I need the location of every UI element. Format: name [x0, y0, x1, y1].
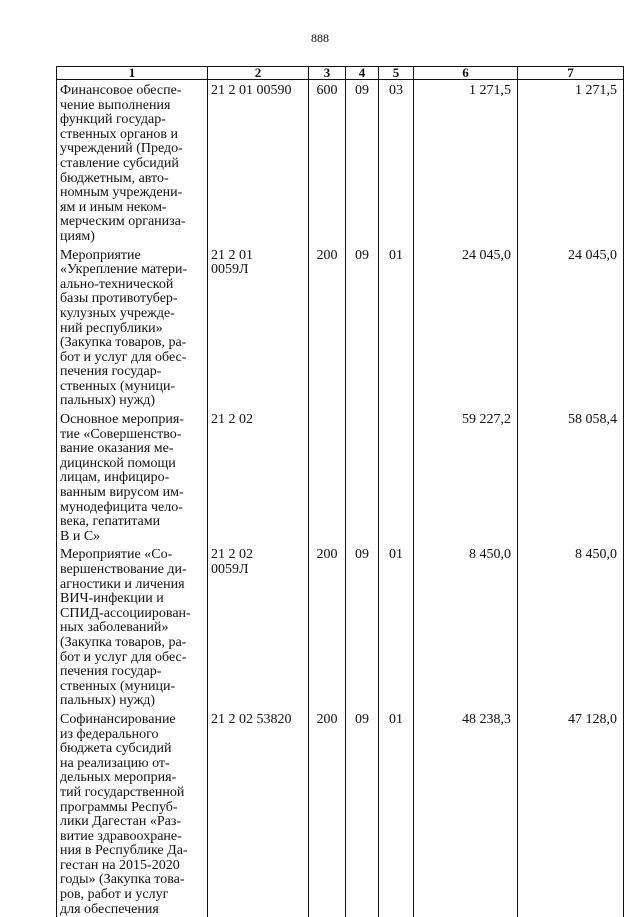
amount-column-7: 58 058,4 — [518, 409, 624, 544]
expense-type-code — [309, 409, 346, 544]
expense-type-code: 200 — [309, 709, 346, 917]
amount-column-6: 8 450,0 — [414, 544, 518, 709]
amount-column-7: 24 045,0 — [518, 245, 624, 410]
amount-column-6: 1 271,5 — [414, 80, 518, 245]
amount-column-6: 48 238,3 — [414, 709, 518, 917]
section-code: 09 — [346, 245, 379, 410]
target-article-code: 21 2 01 0059Л — [208, 245, 309, 410]
section-code: 09 — [346, 80, 379, 245]
subsection-code: 03 — [379, 80, 414, 245]
item-description: Финансовое обеспе- чение выполнения функций государ- ственных органов и учреждений (Предо- ставление субсидий бюджетным, авто- номным учреждени- ям и иным неком- мерческим организа- циям) — [57, 80, 208, 245]
target-article-code: 21 2 02 53820 — [208, 709, 309, 917]
item-description: Мероприятие «Укрепление матери- ально-технической базы противотубер- кулузных учрежде- ний республики» (Закупка товаров, ра- бот и услуг для обес- печения государ- ственных (муници- пальных) нужд) — [57, 245, 208, 410]
subsection-code: 01 — [379, 245, 414, 410]
target-article-code: 21 2 02 0059Л — [208, 544, 309, 709]
item-description: Софинансирование из федерального бюджета субсидий на реализацию от- дельных мероприя- тий государственной программы Респуб- лики Дагестан «Раз- витие здравоохране- ния в Республике Да- гестан на 2015-2020 годы» (Закупка това- ров, работ и услуг для обеспечения — [57, 709, 208, 917]
column-header-1: 1 — [57, 67, 208, 80]
column-header-2: 2 — [208, 67, 309, 80]
item-description: Мероприятие «Со- вершенствование ди- агностики и личения ВИЧ-инфекции и СПИД-ассоциирован- ных заболеваний» (Закупка товаров, ра- бот и услуг для обес- печения государ- ственных (муници- пальных) нужд) — [57, 544, 208, 709]
column-header-5: 5 — [379, 67, 414, 80]
table-row — [57, 80, 624, 245]
expense-type-code: 600 — [309, 80, 346, 245]
section-code: 09 — [346, 544, 379, 709]
table-row — [57, 245, 624, 410]
subsection-code: 01 — [379, 544, 414, 709]
budget-table — [56, 66, 624, 917]
amount-column-6: 59 227,2 — [414, 409, 518, 544]
column-header-6: 6 — [414, 67, 518, 80]
table-row — [57, 544, 624, 709]
table-row — [57, 709, 624, 917]
expense-type-code: 200 — [309, 245, 346, 410]
header-row — [57, 67, 624, 80]
subsection-code — [379, 409, 414, 544]
column-header-4: 4 — [346, 67, 379, 80]
section-code: 09 — [346, 709, 379, 917]
item-description: Основное мероприя- тие «Совершенство- вание оказания ме- дицинской помощи лицам, инфициро- ванным вирусом им- мунодефицита чело- века, гепатитами В и С» — [57, 409, 208, 544]
section-code — [346, 409, 379, 544]
column-header-3: 3 — [309, 67, 346, 80]
amount-column-7: 47 128,0 — [518, 709, 624, 917]
subsection-code: 01 — [379, 709, 414, 917]
target-article-code: 21 2 02 — [208, 409, 309, 544]
amount-column-6: 24 045,0 — [414, 245, 518, 410]
target-article-code: 21 2 01 00590 — [208, 80, 309, 245]
column-header-7: 7 — [518, 67, 624, 80]
amount-column-7: 8 450,0 — [518, 544, 624, 709]
expense-type-code: 200 — [309, 544, 346, 709]
table-row — [57, 409, 624, 544]
page-number: 888 — [311, 31, 329, 45]
amount-column-7: 1 271,5 — [518, 80, 624, 245]
